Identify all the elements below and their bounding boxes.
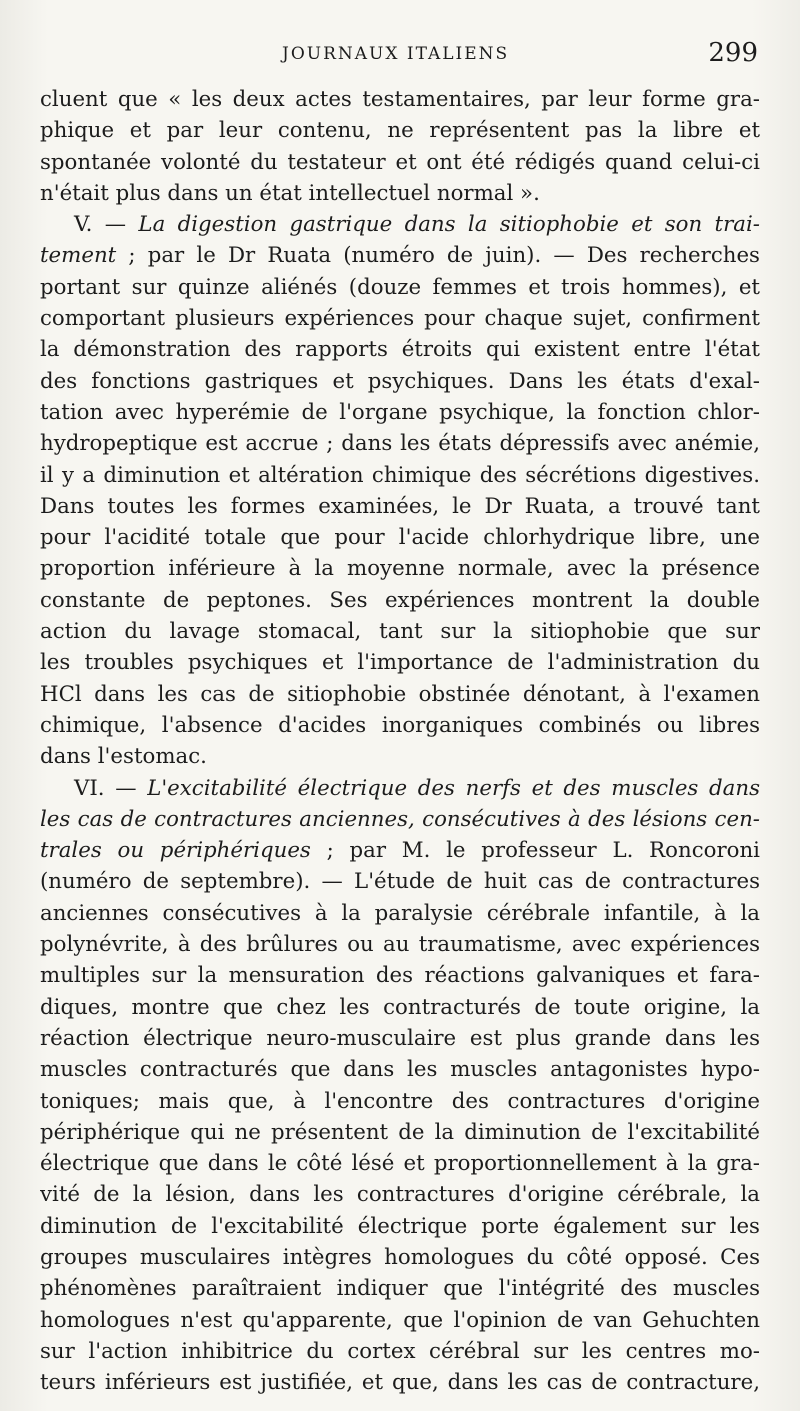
text-line: Dans toutes les formes examinées, le Dr Ruata, a trouvé tant <box>40 493 760 519</box>
text-line: électrique que dans le côté lésé et proportionnellement à la gra- <box>40 1151 760 1177</box>
text-line: pour l'acidité totale que pour l'acide chlorhydrique libre, une <box>40 525 760 551</box>
running-head <box>0 38 800 68</box>
text-line: proportion inférieure à la moyenne normale, avec la présence <box>40 556 760 582</box>
text-line: vité de la lésion, dans les contractures d'origine cérébrale, la <box>40 1182 760 1208</box>
text-line: toniques; mais que, à l'encontre des contractures d'origine <box>40 1088 760 1114</box>
text-line: (numéro de septembre). — L'étude de huit cas de contractures <box>40 869 760 895</box>
text-line: réaction électrique neuro-musculaire est plus grande dans les <box>40 1025 760 1051</box>
text-line: les troubles psychiques et l'importance de l'administration du <box>40 650 760 676</box>
text-line: portant sur quinze aliénés (douze femmes et trois hommes), et <box>40 274 760 300</box>
text-line: les cas de contractures anciennes, consécutives à des lésions cen- <box>40 806 760 832</box>
text-line: constante de peptones. Ses expériences montrent la double <box>40 587 760 613</box>
text-line: teurs inférieurs est justifiée, et que, dans les cas de contracture, <box>40 1370 760 1396</box>
text-line: sur l'action inhibitrice du cortex cérébral sur les centres mo- <box>40 1338 760 1364</box>
text-line: la démonstration des rapports étroits qui existent entre l'état <box>40 337 760 363</box>
text-line: hydropeptique est accrue ; dans les états dépressifs avec anémie, <box>40 431 760 457</box>
text-line: phique et par leur contenu, ne représentent pas la libre et <box>40 118 760 144</box>
text-line: action du lavage stomacal, tant sur la sitiophobie que sur <box>40 619 760 645</box>
text-line: tement ; par le Dr Ruata (numéro de juin). — Des recherches <box>40 243 760 269</box>
text-line: comportant plusieurs expériences pour chaque sujet, confirment <box>40 306 760 332</box>
text-line: trales ou périphériques ; par M. le professeur L. Roncoroni <box>40 838 760 864</box>
text-line: muscles contracturés que dans les muscles antagonistes hypo- <box>40 1057 760 1083</box>
text-line: spontanée volonté du testateur et ont été rédigés quand celui-ci <box>40 149 760 175</box>
text-line: polynévrite, à des brûlures ou au traumatisme, avec expériences <box>40 932 760 958</box>
text-line: multiples sur la mensuration des réactions galvaniques et fara- <box>40 963 760 989</box>
text-line: des fonctions gastriques et psychiques. Dans les états d'exal- <box>40 368 760 394</box>
text-line: dans l'estomac. <box>40 744 207 770</box>
text-line: groupes musculaires intègres homologues du côté opposé. Ces <box>40 1244 760 1270</box>
text-line: VI. — L'excitabilité électrique des nerfs et des muscles dans <box>74 775 760 801</box>
text-line: homologues n'est qu'apparente, que l'opinion de van Gehuchten <box>40 1307 760 1333</box>
page-number: 299 <box>708 38 758 68</box>
text-line: phénomènes paraîtraient indiquer que l'intégrité des muscles <box>40 1276 760 1302</box>
text-line: HCl dans les cas de sitiophobie obstinée dénotant, à l'examen <box>40 681 760 707</box>
text-line: diques, montre que chez les contracturés de toute origine, la <box>40 994 760 1020</box>
text-line: chimique, l'absence d'acides inorganiques combinés ou libres <box>40 712 760 738</box>
running-title: JOURNAUX ITALIENS <box>282 44 510 64</box>
text-line: n'était plus dans un état intellectuel normal ». <box>40 180 540 206</box>
text-line: V. — La digestion gastrique dans la sitiophobie et son trai- <box>74 212 760 238</box>
text-line: tation avec hyperémie de l'organe psychique, la fonction chlor- <box>40 399 760 425</box>
text-line: cluent que « les deux actes testamentaires, par leur forme gra- <box>40 87 760 112</box>
text-line: périphérique qui ne présentent de la diminution de l'excitabilité <box>40 1119 760 1145</box>
text-line: diminution de l'excitabilité électrique porte également sur les <box>40 1213 760 1239</box>
text-line: anciennes consécutives à la paralysie cérébrale infantile, à la <box>40 900 760 926</box>
text-line: il y a diminution et altération chimique des sécrétions digestives. <box>40 462 760 488</box>
body-text <box>40 84 760 1398</box>
